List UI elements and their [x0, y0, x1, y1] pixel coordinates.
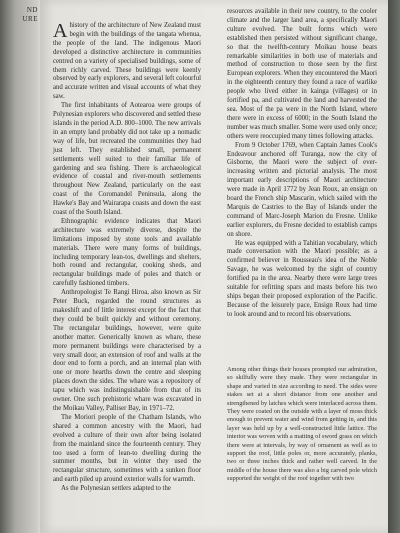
paragraph: Ahistory of the architecture of New Zealand must begin with the buildings of the tangata whenua, the people of the land. The indigenous Maori developed a distinctive architecture in communities centred on a variety of specialised buildings, some of them richly carved. These buildings were keenly observed by early explorers, and several left colourful and accurate written and visual accounts of what they saw.: [53, 20, 201, 101]
paragraph: Ethnographic evidence indicates that Maori architecture was extremely diverse, despite the limitations imposed by stone tools and available materials. There were many forms of buildings, including temporary lean-tos, dwellings and shelters, both round and rectangular, cooking sheds, and rectangular buildings made of poles and thatch or carefully fashioned timbers.: [53, 217, 201, 288]
paragraph: Anthropologist Te Rangi Hiroa, also known as Sir Peter Buck, regarded the round structures as makeshift and of little interest except for the fact that they could be built quickly and without ceremony. The rectangular buildings, however, were quite another matter. Generically known as whare, these more permanent buildings were characterised by a very small door, an extension of roof and walls at the door end to form a porch, and an internal plan with one or more hearths down the centre and sleeping places down the sides. The whare was a repository of tapu which was indistinguishable from that of its owner. One such prehistoric whare was excavated in the Moikau Valley, Palliser Bay, in 1971–72.: [53, 289, 201, 412]
paragraph: The Moriori people of the Chatham Islands, who shared a common ancestry with the Maori, had evolved a culture of their own after being isolated from the mainland since the fourteenth century. They too used a form of lean-to dwelling during the summer months, but in winter they used the rectangular structure, sometimes with a sunken floor and earth piled up around exterior walls for warmth.: [53, 413, 201, 484]
paragraph: From 9 October 1769, when Captain James Cook's Endeavour anchored off Turanga, now the city of Gisborne, the Maori were the subject of ever-increasing written and pictorial analysis. The most important early descriptions of Maori architecture were made in April 1772 by Jean Roux, an ensign on board the French ship Mascarin, which sailed with the Marquis de Castries to the Bay of Islands under the command of Marc-Joseph Marion du Fresne. Unlike earlier explorers, du Fresne decided to establish camps on shore.: [227, 141, 377, 238]
drop-cap: A: [53, 20, 68, 42]
sidebar-quote: Among other things their houses prompted our admiration, so skilfully were they made. They were rectangular in shape and varied in size according to need. The sides were stakes set at a short distance from one another and strengthened by latches which were interlaced across them. They were coated on the outside with a layer of moss thick enough to prevent water and wind from getting in, and this layer was held up by a well-constructed little lattice. The interior was woven with a matting of sword grass on which there were at intervals, by way of ornament as well as to support the roof, little poles or, more accurately, planks, two or three inches thick and rather well carved. In the middle of the house there was also a big carved pole which supported the weight of the roof together with two: [227, 366, 377, 483]
previous-page-edge: [0, 0, 38, 533]
paragraph: The first inhabitants of Aotearoa were groups of Polynesian explorers who discovered and settled these islands in the period A.D. 800–1000. The new arrivals in an empty land probably did not take up a nomadic way of life, but recreated the communities they had just left. They established small, permanent settlements well suited to their familiar life of gardening and sea fishing. There is archaeological evidence of coastal and river-mouth settlements throughout New Zealand, particularly on the east coast of the Coromandel Peninsula, along the Hawke's Bay and Wairarapa coasts and down the east coast of the South Island.: [53, 102, 201, 217]
paragraph: resources available in their new country, to the cooler climate and the larger land area, a specifically Maori culture evolved. The built forms which were established then persisted without significant change, so that the twelfth-century Moikau house bears remarkable similarities in both use of materials and method of construction to those seen by the first European explorers. When they encountered the Maori in the eighteenth century they found a race of warlike people who lived either in kainga (villages) or in fortified pa, and cultivated the land and harvested the sea. Most of the pa were in the North Island, where there were in excess of 6000; in the South Island the number was much smaller. Some were used only once; others were reoccupied many times following attacks.: [227, 8, 377, 140]
paragraph: As the Polynesian settlers adapted to the: [61, 485, 171, 493]
page-edge-shadow: [388, 0, 400, 533]
quoted-sidebar: [227, 366, 377, 484]
right-text-column: [227, 8, 377, 320]
paragraph: He was equipped with a Tahitian vocabulary, which made conversation with the Maori possible; as a confirmed believer in Rousseau's idea of the Noble Savage, he was welcomed by the sight of country fortified pa in the area. Nearby there were large trees suitable for refitting spars and masts before his two ships began their proposed exploration of the Pacific. Because of the leisurely pace, Ensign Roux had time to look around and to record his observations.: [227, 239, 377, 318]
previous-page-fragment: ND URE: [22, 6, 38, 23]
left-text-column: [53, 22, 201, 494]
